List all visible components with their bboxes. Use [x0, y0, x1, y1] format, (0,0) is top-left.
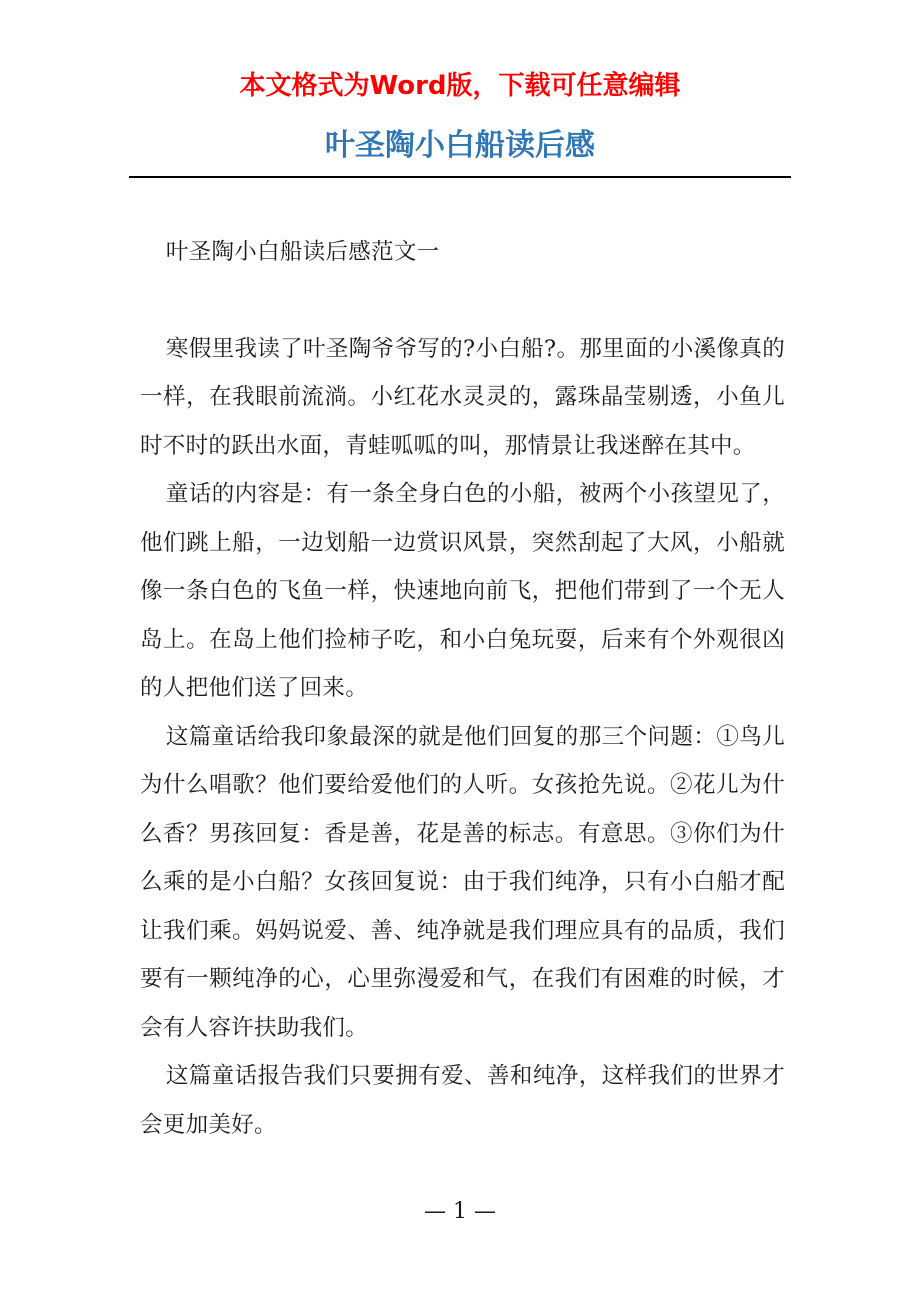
document-body — [140, 228, 785, 1149]
title-divider — [129, 176, 791, 178]
paragraph-4: 这篇童话报告我们只要拥有爱、善和纯净，这样我们的世界才会更加美好。 — [140, 1063, 785, 1138]
document-title: 叶圣陶小白船读后感 — [325, 128, 595, 163]
paragraph-1: 寒假里我读了叶圣陶爷爷写的?小白船?。那里面的小溪像真的一样，在我眼前流淌。小红花水灵灵的，露珠晶莹剔透，小鱼儿时不时的跃出水面，青蛙呱呱的叫，那情景让我迷醉在其中。 — [140, 335, 785, 459]
paragraph-2: 童话的内容是：有一条全身白色的小船，被两个小孩望见了，他们跳上船，一边划船一边赏识风景，突然刮起了大风，小船就像一条白色的飞鱼一样，快速地向前飞，把他们带到了一个无人岛上。在岛上他们捡柿子吃，和小白兔玩耍，后来有个外观很凶的人把他们送了回来。 — [140, 481, 785, 701]
format-banner: 本文格式为Word版，下载可任意编辑 — [239, 71, 681, 101]
paragraph-3: 这篇童话给我印象最深的就是他们回复的那三个问题：①鸟儿为什么唱歌？他们要给爱他们的人听。女孩抢先说。②花儿为什么香？男孩回复：香是善，花是善的标志。有意思。③你们为什么乘的是小白船？女孩回复说：由于我们纯净，只有小白船才配让我们乘。妈妈说爱、善、纯净就是我们理应具有的品质，我们要有一颗纯净的心，心里弥漫爱和气，在我们有困难的时候，才会有人容许扶助我们。 — [140, 723, 785, 1041]
section-subtitle: 叶圣陶小白船读后感范文一 — [165, 239, 440, 265]
page-number: — 1 — — [424, 1199, 496, 1224]
